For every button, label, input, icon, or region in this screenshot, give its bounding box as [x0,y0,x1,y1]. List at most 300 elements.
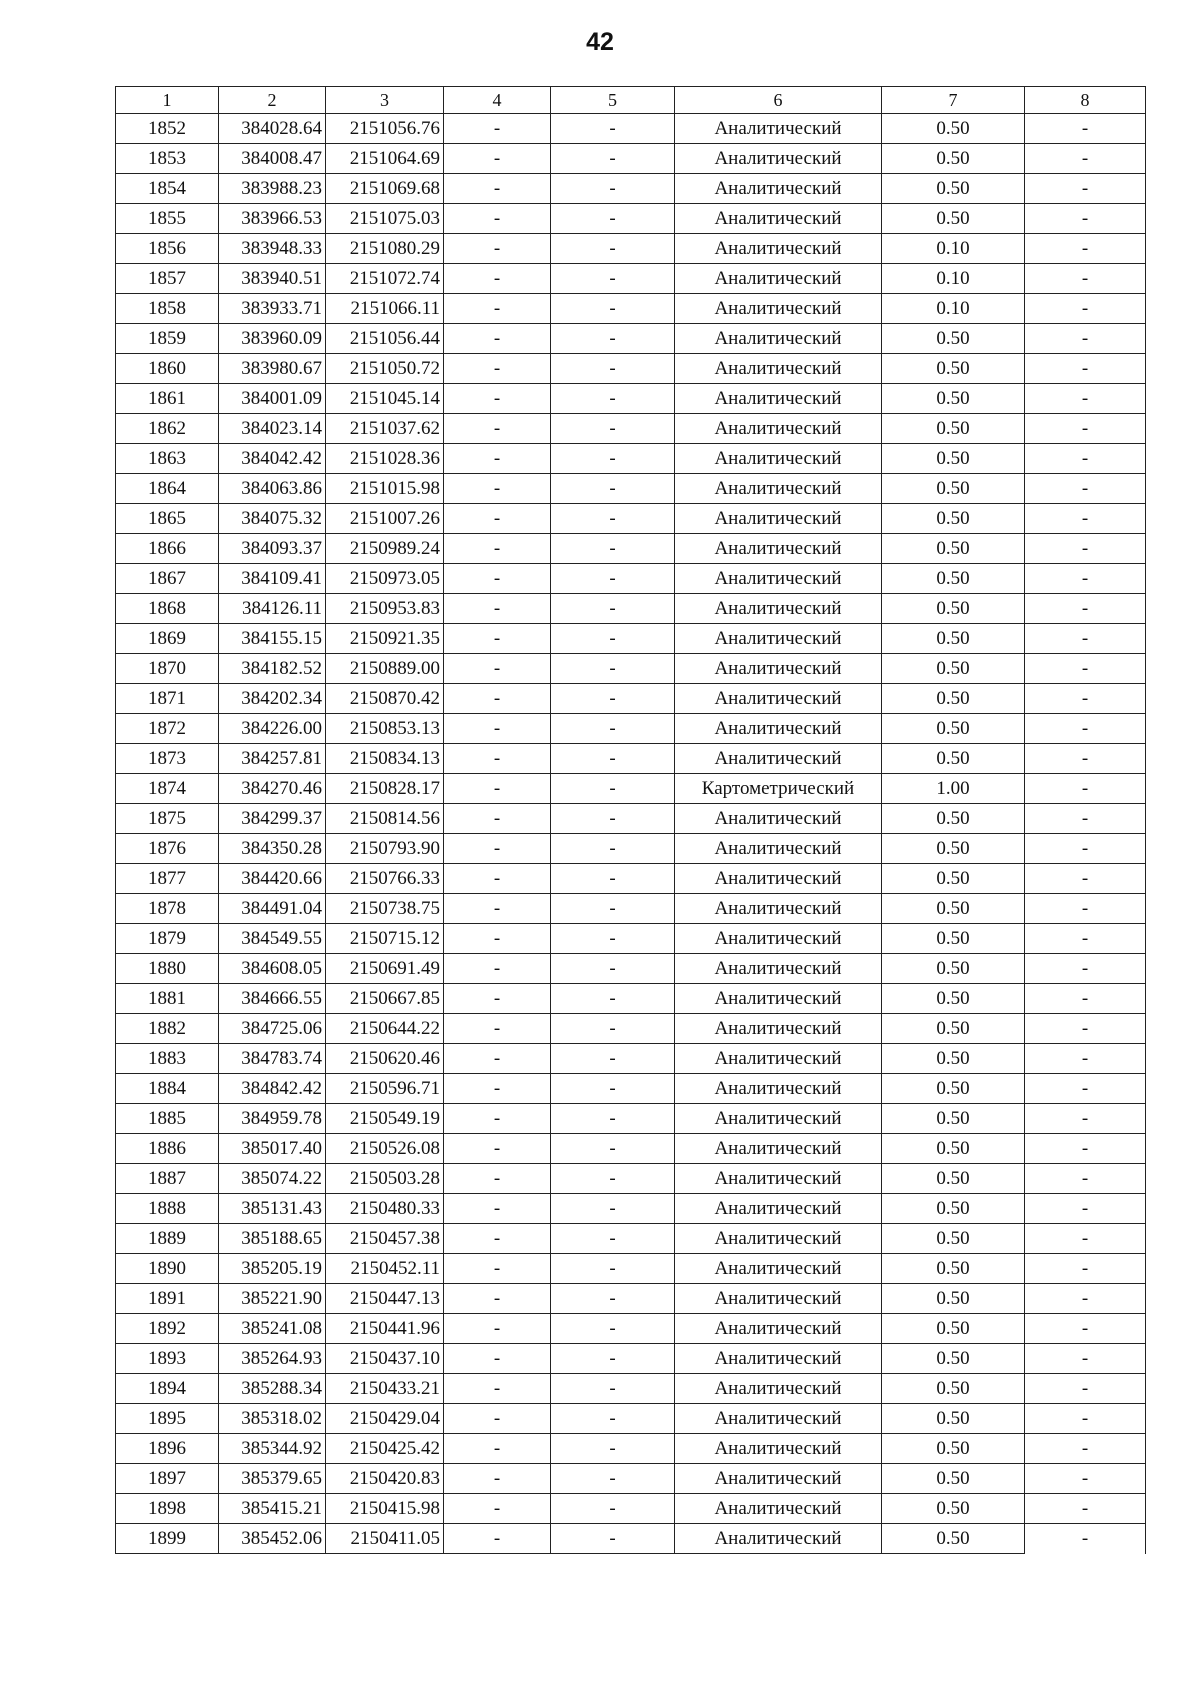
accuracy-cell: 0.50 [882,1524,1025,1554]
col5-cell: - [551,414,675,444]
y-coordinate-cell: 2150870.42 [326,684,444,714]
method-cell: Аналитический [675,474,882,504]
col4-cell: - [444,384,551,414]
col4-cell: - [444,654,551,684]
col5-cell: - [551,384,675,414]
accuracy-cell: 0.50 [882,1104,1025,1134]
x-coordinate-cell: 384608.05 [219,954,326,984]
accuracy-cell: 0.50 [882,954,1025,984]
method-cell: Аналитический [675,1164,882,1194]
coordinates-table [115,86,1146,1554]
table-row [116,924,1146,954]
method-cell: Аналитический [675,1044,882,1074]
point-number-cell: 1883 [116,1044,219,1074]
col8-cell: - [1025,774,1146,804]
col8-cell: - [1025,1134,1146,1164]
x-coordinate-cell: 385205.19 [219,1254,326,1284]
point-number-cell: 1859 [116,324,219,354]
col8-cell: - [1025,1254,1146,1284]
table-row [116,444,1146,474]
col4-cell: - [444,1014,551,1044]
table-row [116,1194,1146,1224]
x-coordinate-cell: 385415.21 [219,1494,326,1524]
table-row [116,1284,1146,1314]
col5-cell: - [551,654,675,684]
col5-cell: - [551,954,675,984]
col5-cell: - [551,1464,675,1494]
point-number-cell: 1874 [116,774,219,804]
col4-cell: - [444,1344,551,1374]
table-row [116,1134,1146,1164]
y-coordinate-cell: 2150738.75 [326,894,444,924]
col5-cell: - [551,594,675,624]
x-coordinate-cell: 384075.32 [219,504,326,534]
table-row [116,414,1146,444]
col4-cell: - [444,894,551,924]
table-row [116,864,1146,894]
header-row [116,87,1146,114]
x-coordinate-cell: 385241.08 [219,1314,326,1344]
col8-cell: - [1025,564,1146,594]
point-number-cell: 1881 [116,984,219,1014]
y-coordinate-cell: 2150457.38 [326,1224,444,1254]
x-coordinate-cell: 384226.00 [219,714,326,744]
col8-cell: - [1025,414,1146,444]
y-coordinate-cell: 2150691.49 [326,954,444,984]
y-coordinate-cell: 2150667.85 [326,984,444,1014]
table-body [116,114,1146,1554]
accuracy-cell: 0.50 [882,324,1025,354]
col5-cell: - [551,1044,675,1074]
x-coordinate-cell: 384182.52 [219,654,326,684]
point-number-cell: 1895 [116,1404,219,1434]
col8-cell: - [1025,984,1146,1014]
method-cell: Аналитический [675,744,882,774]
table-row [116,474,1146,504]
col5-cell: - [551,714,675,744]
col8-cell: - [1025,174,1146,204]
col8-cell: - [1025,324,1146,354]
y-coordinate-cell: 2150921.35 [326,624,444,654]
col8-cell: - [1025,1164,1146,1194]
y-coordinate-cell: 2151015.98 [326,474,444,504]
col4-cell: - [444,114,551,144]
x-coordinate-cell: 384783.74 [219,1044,326,1074]
x-coordinate-cell: 385221.90 [219,1284,326,1314]
table-row [116,1224,1146,1254]
y-coordinate-cell: 2150853.13 [326,714,444,744]
accuracy-cell: 0.50 [882,474,1025,504]
method-cell: Аналитический [675,1284,882,1314]
table-row [116,384,1146,414]
point-number-cell: 1891 [116,1284,219,1314]
method-cell: Аналитический [675,1224,882,1254]
col8-cell: - [1025,444,1146,474]
table-row [116,174,1146,204]
table-row [116,1344,1146,1374]
table-row [116,1434,1146,1464]
point-number-cell: 1890 [116,1254,219,1284]
x-coordinate-cell: 383966.53 [219,204,326,234]
x-coordinate-cell: 383960.09 [219,324,326,354]
col5-cell: - [551,744,675,774]
col8-cell: - [1025,654,1146,684]
table-row [116,564,1146,594]
table-row [116,954,1146,984]
col8-cell: - [1025,834,1146,864]
col4-cell: - [444,1164,551,1194]
col4-cell: - [444,774,551,804]
col8-cell: - [1025,894,1146,924]
point-number-cell: 1861 [116,384,219,414]
point-number-cell: 1869 [116,624,219,654]
x-coordinate-cell: 384023.14 [219,414,326,444]
col5-cell: - [551,864,675,894]
accuracy-cell: 0.10 [882,294,1025,324]
col5-cell: - [551,894,675,924]
point-number-cell: 1879 [116,924,219,954]
x-coordinate-cell: 383988.23 [219,174,326,204]
col4-cell: - [444,1254,551,1284]
col8-cell: - [1025,1374,1146,1404]
y-coordinate-cell: 2150526.08 [326,1134,444,1164]
col5-cell: - [551,444,675,474]
col4-cell: - [444,624,551,654]
x-coordinate-cell: 385379.65 [219,1464,326,1494]
method-cell: Аналитический [675,984,882,1014]
point-number-cell: 1875 [116,804,219,834]
method-cell: Аналитический [675,1194,882,1224]
method-cell: Аналитический [675,624,882,654]
point-number-cell: 1872 [116,714,219,744]
col4-cell: - [444,534,551,564]
col5-cell: - [551,804,675,834]
header-col-5: 5 [551,87,675,114]
accuracy-cell: 0.50 [882,1044,1025,1074]
accuracy-cell: 0.50 [882,1284,1025,1314]
point-number-cell: 1893 [116,1344,219,1374]
accuracy-cell: 0.50 [882,504,1025,534]
point-number-cell: 1877 [116,864,219,894]
col5-cell: - [551,1254,675,1284]
table-row [116,294,1146,324]
method-cell: Аналитический [675,564,882,594]
col8-cell: - [1025,864,1146,894]
point-number-cell: 1868 [116,594,219,624]
y-coordinate-cell: 2151045.14 [326,384,444,414]
col4-cell: - [444,324,551,354]
x-coordinate-cell: 384063.86 [219,474,326,504]
x-coordinate-cell: 384270.46 [219,774,326,804]
accuracy-cell: 0.50 [882,414,1025,444]
accuracy-cell: 0.50 [882,744,1025,774]
method-cell: Аналитический [675,1524,882,1554]
col5-cell: - [551,1314,675,1344]
x-coordinate-cell: 383980.67 [219,354,326,384]
x-coordinate-cell: 384959.78 [219,1104,326,1134]
y-coordinate-cell: 2151069.68 [326,174,444,204]
point-number-cell: 1862 [116,414,219,444]
method-cell: Аналитический [675,174,882,204]
col5-cell: - [551,924,675,954]
table-row [116,834,1146,864]
col5-cell: - [551,264,675,294]
col4-cell: - [444,954,551,984]
x-coordinate-cell: 385318.02 [219,1404,326,1434]
y-coordinate-cell: 2150415.98 [326,1494,444,1524]
point-number-cell: 1857 [116,264,219,294]
table-row [116,1314,1146,1344]
y-coordinate-cell: 2151056.44 [326,324,444,354]
accuracy-cell: 0.50 [882,444,1025,474]
y-coordinate-cell: 2150814.56 [326,804,444,834]
col8-cell: - [1025,804,1146,834]
accuracy-cell: 0.50 [882,1164,1025,1194]
table-row [116,1104,1146,1134]
accuracy-cell: 0.50 [882,1254,1025,1284]
point-number-cell: 1886 [116,1134,219,1164]
page-number: 42 [586,28,614,56]
col4-cell: - [444,1044,551,1074]
col8-cell: - [1025,1344,1146,1374]
accuracy-cell: 0.50 [882,144,1025,174]
y-coordinate-cell: 2150834.13 [326,744,444,774]
point-number-cell: 1866 [116,534,219,564]
point-number-cell: 1884 [116,1074,219,1104]
point-number-cell: 1888 [116,1194,219,1224]
col5-cell: - [551,1104,675,1134]
accuracy-cell: 0.50 [882,864,1025,894]
header-col-7: 7 [882,87,1025,114]
col5-cell: - [551,1164,675,1194]
point-number-cell: 1870 [116,654,219,684]
table-row [116,1164,1146,1194]
table-row [116,324,1146,354]
accuracy-cell: 0.50 [882,1014,1025,1044]
table-row [116,1404,1146,1434]
y-coordinate-cell: 2151037.62 [326,414,444,444]
y-coordinate-cell: 2150793.90 [326,834,444,864]
point-number-cell: 1885 [116,1104,219,1134]
table-row [116,1074,1146,1104]
method-cell: Аналитический [675,714,882,744]
col5-cell: - [551,1494,675,1524]
point-number-cell: 1878 [116,894,219,924]
accuracy-cell: 0.50 [882,384,1025,414]
accuracy-cell: 0.50 [882,1494,1025,1524]
col8-cell: - [1025,1434,1146,1464]
col8-cell: - [1025,1464,1146,1494]
accuracy-cell: 0.50 [882,1434,1025,1464]
method-cell: Аналитический [675,1134,882,1164]
y-coordinate-cell: 2150973.05 [326,564,444,594]
table-row [116,1524,1146,1554]
col5-cell: - [551,234,675,264]
y-coordinate-cell: 2151080.29 [326,234,444,264]
method-cell: Аналитический [675,654,882,684]
accuracy-cell: 0.10 [882,234,1025,264]
x-coordinate-cell: 384001.09 [219,384,326,414]
y-coordinate-cell: 2150433.21 [326,1374,444,1404]
col8-cell: - [1025,594,1146,624]
accuracy-cell: 0.50 [882,1314,1025,1344]
col4-cell: - [444,1134,551,1164]
header-col-2: 2 [219,87,326,114]
col5-cell: - [551,684,675,714]
x-coordinate-cell: 385074.22 [219,1164,326,1194]
col8-cell: - [1025,114,1146,144]
col8-cell: - [1025,1284,1146,1314]
table-row [116,504,1146,534]
col8-cell: - [1025,744,1146,774]
col8-cell: - [1025,294,1146,324]
x-coordinate-cell: 384420.66 [219,864,326,894]
x-coordinate-cell: 384491.04 [219,894,326,924]
col5-cell: - [551,1134,675,1164]
method-cell: Аналитический [675,1464,882,1494]
col4-cell: - [444,564,551,594]
col8-cell: - [1025,924,1146,954]
method-cell: Аналитический [675,1314,882,1344]
col4-cell: - [444,474,551,504]
accuracy-cell: 0.50 [882,1224,1025,1254]
col8-cell: - [1025,1104,1146,1134]
x-coordinate-cell: 383948.33 [219,234,326,264]
header-col-4: 4 [444,87,551,114]
point-number-cell: 1852 [116,114,219,144]
y-coordinate-cell: 2150596.71 [326,1074,444,1104]
table-row [116,1254,1146,1284]
col5-cell: - [551,624,675,654]
y-coordinate-cell: 2150953.83 [326,594,444,624]
x-coordinate-cell: 384109.41 [219,564,326,594]
table-row [116,264,1146,294]
col4-cell: - [444,984,551,1014]
x-coordinate-cell: 385131.43 [219,1194,326,1224]
col4-cell: - [444,1284,551,1314]
point-number-cell: 1887 [116,1164,219,1194]
y-coordinate-cell: 2150715.12 [326,924,444,954]
method-cell: Аналитический [675,414,882,444]
x-coordinate-cell: 384666.55 [219,984,326,1014]
accuracy-cell: 0.50 [882,1194,1025,1224]
table-row [116,984,1146,1014]
col8-cell: - [1025,624,1146,654]
accuracy-cell: 0.10 [882,264,1025,294]
col5-cell: - [551,1224,675,1254]
accuracy-cell: 0.50 [882,114,1025,144]
accuracy-cell: 0.50 [882,624,1025,654]
method-cell: Картометрический [675,774,882,804]
method-cell: Аналитический [675,294,882,324]
col4-cell: - [444,864,551,894]
col8-cell: - [1025,474,1146,504]
table-row [116,144,1146,174]
y-coordinate-cell: 2150766.33 [326,864,444,894]
y-coordinate-cell: 2150503.28 [326,1164,444,1194]
method-cell: Аналитический [675,534,882,564]
col5-cell: - [551,204,675,234]
col4-cell: - [444,834,551,864]
point-number-cell: 1899 [116,1524,219,1554]
table-row [116,804,1146,834]
point-number-cell: 1871 [116,684,219,714]
col5-cell: - [551,564,675,594]
point-number-cell: 1894 [116,1374,219,1404]
y-coordinate-cell: 2150480.33 [326,1194,444,1224]
x-coordinate-cell: 384725.06 [219,1014,326,1044]
col5-cell: - [551,1074,675,1104]
col5-cell: - [551,174,675,204]
col8-cell: - [1025,504,1146,534]
col5-cell: - [551,1404,675,1434]
table-row [116,1044,1146,1074]
table-row [116,114,1146,144]
table-row [116,1014,1146,1044]
point-number-cell: 1865 [116,504,219,534]
table-row [116,774,1146,804]
col4-cell: - [444,1314,551,1344]
col5-cell: - [551,354,675,384]
method-cell: Аналитический [675,324,882,354]
method-cell: Аналитический [675,1434,882,1464]
method-cell: Аналитический [675,894,882,924]
y-coordinate-cell: 2150889.00 [326,654,444,684]
col8-cell: - [1025,714,1146,744]
y-coordinate-cell: 2150429.04 [326,1404,444,1434]
method-cell: Аналитический [675,1404,882,1434]
col8-cell: - [1025,144,1146,174]
y-coordinate-cell: 2151066.11 [326,294,444,324]
col4-cell: - [444,684,551,714]
method-cell: Аналитический [675,144,882,174]
method-cell: Аналитический [675,1344,882,1374]
point-number-cell: 1864 [116,474,219,504]
col8-cell: - [1025,1014,1146,1044]
header-col-8: 8 [1025,87,1146,114]
col5-cell: - [551,834,675,864]
col8-cell: - [1025,1224,1146,1254]
col4-cell: - [444,804,551,834]
col8-cell: - [1025,1194,1146,1224]
accuracy-cell: 0.50 [882,714,1025,744]
x-coordinate-cell: 384042.42 [219,444,326,474]
col8-cell: - [1025,354,1146,384]
accuracy-cell: 0.50 [882,804,1025,834]
accuracy-cell: 1.00 [882,774,1025,804]
col8-cell: - [1025,1074,1146,1104]
point-number-cell: 1855 [116,204,219,234]
y-coordinate-cell: 2151072.74 [326,264,444,294]
accuracy-cell: 0.50 [882,1374,1025,1404]
col8-cell: - [1025,264,1146,294]
x-coordinate-cell: 385452.06 [219,1524,326,1554]
y-coordinate-cell: 2150549.19 [326,1104,444,1134]
y-coordinate-cell: 2150620.46 [326,1044,444,1074]
x-coordinate-cell: 384008.47 [219,144,326,174]
col4-cell: - [444,354,551,384]
y-coordinate-cell: 2150441.96 [326,1314,444,1344]
point-number-cell: 1873 [116,744,219,774]
accuracy-cell: 0.50 [882,1344,1025,1374]
x-coordinate-cell: 385344.92 [219,1434,326,1464]
col8-cell: - [1025,1314,1146,1344]
accuracy-cell: 0.50 [882,174,1025,204]
accuracy-cell: 0.50 [882,834,1025,864]
x-coordinate-cell: 385188.65 [219,1224,326,1254]
col8-cell: - [1025,1404,1146,1434]
col4-cell: - [444,1494,551,1524]
